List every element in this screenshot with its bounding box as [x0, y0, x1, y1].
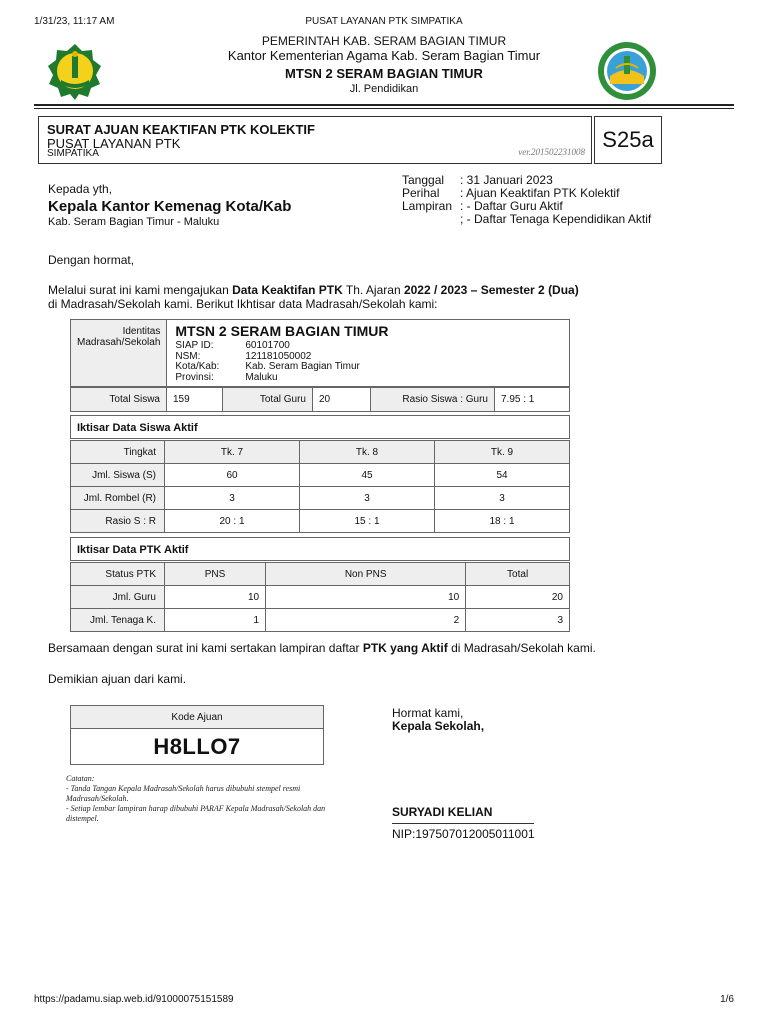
letterhead-divider: [34, 104, 734, 106]
lampiran-paragraph: Bersamaan dengan surat ini kami sertakan lampiran daftar PTK yang Aktif di Madrasah/Sekolah kami.: [48, 641, 596, 655]
kota-kab: Kab. Seram Bagian Timur: [245, 361, 360, 372]
signatory-name: SURYADI KELIAN: [392, 805, 493, 819]
signature-block: [392, 707, 484, 733]
lampiran-label: Lampiran: [402, 199, 453, 213]
kode-ajuan-label: Kode Ajuan: [71, 706, 323, 729]
table-row: Rasio S : R 20 : 1 15 : 1 18 : 1: [71, 510, 570, 533]
totals-table: [70, 387, 570, 412]
identity-label: Identitas Madrasah/Sekolah: [71, 320, 167, 387]
rasio-label: Rasio Siswa : Guru: [371, 388, 495, 412]
total-siswa-value: 159: [167, 388, 223, 412]
page-number: 1/6: [720, 994, 734, 1005]
ptk-section-title: Iktisar Data PTK Aktif: [70, 537, 570, 561]
perihal-label: Perihal: [402, 186, 440, 200]
print-datetime: 1/31/23, 11:17 AM: [34, 16, 115, 27]
tanggal-label: Tanggal: [402, 173, 445, 187]
lampiran-value-1: : - Daftar Guru Aktif: [460, 199, 563, 213]
signature-closing: Hormat kami,: [392, 706, 464, 720]
salutation: Dengan hormat,: [48, 253, 135, 267]
identity-details: MTSN 2 SERAM BAGIAN TIMUR SIAP ID: 60101700 NSM: 121181050002 Kota/Kab: Kab. Seram Bagian Timur Provinsi: Maluku: [167, 320, 570, 387]
total-siswa-label: Total Siswa: [71, 388, 167, 412]
document-subtitle: PUSAT LAYANAN PTK: [47, 136, 181, 151]
table-row: Jml. Tenaga K. 1 2 3: [71, 609, 570, 632]
recipient-greeting: Kepada yth,: [48, 182, 113, 196]
identity-table: [70, 319, 570, 387]
tanggal-value: : 31 Januari 2023: [460, 173, 553, 187]
signature-position: Kepala Sekolah,: [392, 719, 485, 733]
kode-ajuan-value: H8LLO7: [153, 734, 241, 759]
nsm: 121181050002: [245, 350, 312, 362]
letter-meta: [402, 174, 651, 226]
table-row: Jml. Siswa (S) 60 45 54: [71, 464, 570, 487]
notes-title: Catatan:: [66, 774, 95, 783]
document-title: SURAT AJUAN KEAKTIFAN PTK KOLEKTIF: [47, 122, 315, 137]
ptk-table: [70, 562, 570, 632]
letterhead-office: Kantor Kementerian Agama Kab. Seram Bagian Timur: [227, 48, 541, 63]
total-guru-label: Total Guru: [223, 388, 313, 412]
recipient-name: Kepala Kantor Kemenag Kota/Kab: [48, 198, 292, 215]
lampiran-value-2: ; - Daftar Tenaga Kependidikan Aktif: [460, 212, 652, 226]
siswa-table: [70, 440, 570, 533]
document-title-box: [38, 116, 592, 164]
letterhead-address: Jl. Pendidikan: [349, 83, 419, 95]
print-url: https://padamu.siap.web.id/91000075151589: [34, 994, 234, 1005]
provinsi: Maluku: [245, 371, 278, 383]
total-guru-value: 20: [313, 388, 371, 412]
table-row: Tingkat Tk. 7 Tk. 8 Tk. 9: [71, 441, 570, 464]
document-code: S25a: [594, 116, 662, 164]
document-version: ver.201502231008: [518, 147, 585, 157]
recipient-address: Kab. Seram Bagian Timur - Maluku: [48, 216, 220, 228]
closing-paragraph: Demikian ajuan dari kami.: [48, 672, 187, 686]
letterhead-school: MTSN 2 SERAM BAGIAN TIMUR: [285, 66, 483, 81]
table-row: Jml. Rombel (R) 3 3 3: [71, 487, 570, 510]
siap-id: 60101700: [245, 340, 290, 351]
notes: [66, 774, 356, 824]
signatory-nip: NIP:197507012005011001: [392, 827, 535, 841]
notes-line: - Tanda Tangan Kepala Madrasah/Sekolah harus dibubuhi stempel resmi Madrasah/Sekolah.: [66, 784, 301, 803]
kemenag-logo-icon: [46, 42, 104, 100]
print-header: [34, 16, 734, 30]
signature-line: [392, 823, 534, 824]
perihal-value: : Ajuan Keaktifan PTK Kolektif: [460, 186, 620, 200]
kode-ajuan-box: [70, 705, 324, 765]
document-app: SIMPATIKA: [47, 148, 99, 159]
siswa-section-title: Iktisar Data Siswa Aktif: [70, 415, 570, 439]
print-title: PUSAT LAYANAN PTK SIMPATIKA: [305, 16, 463, 27]
letterhead: [120, 34, 648, 96]
table-row: Status PTK PNS Non PNS Total: [71, 563, 570, 586]
recipient-block: [48, 182, 291, 228]
rasio-value: 7.95 : 1: [495, 388, 570, 412]
school-name: MTSN 2 SERAM BAGIAN TIMUR: [175, 323, 389, 339]
table-row: Jml. Guru 10 10 20: [71, 586, 570, 609]
notes-line: - Setiap lembar lampiran harap dibubuhi PARAF Kepala Madrasah/Sekolah dan distempel.: [66, 804, 326, 823]
intro-paragraph: Melalui surat ini kami mengajukan Data Keaktifan PTK Th. Ajaran 2022 / 2023 – Semester 2 (Dua) di Madrasah/Sekolah kami. Berikut Ikhtisar data Madrasah/Sekolah kami:: [48, 283, 579, 311]
letterhead-divider-thin: [34, 108, 734, 109]
letterhead-gov: PEMERINTAH KAB. SERAM BAGIAN TIMUR: [261, 34, 507, 48]
